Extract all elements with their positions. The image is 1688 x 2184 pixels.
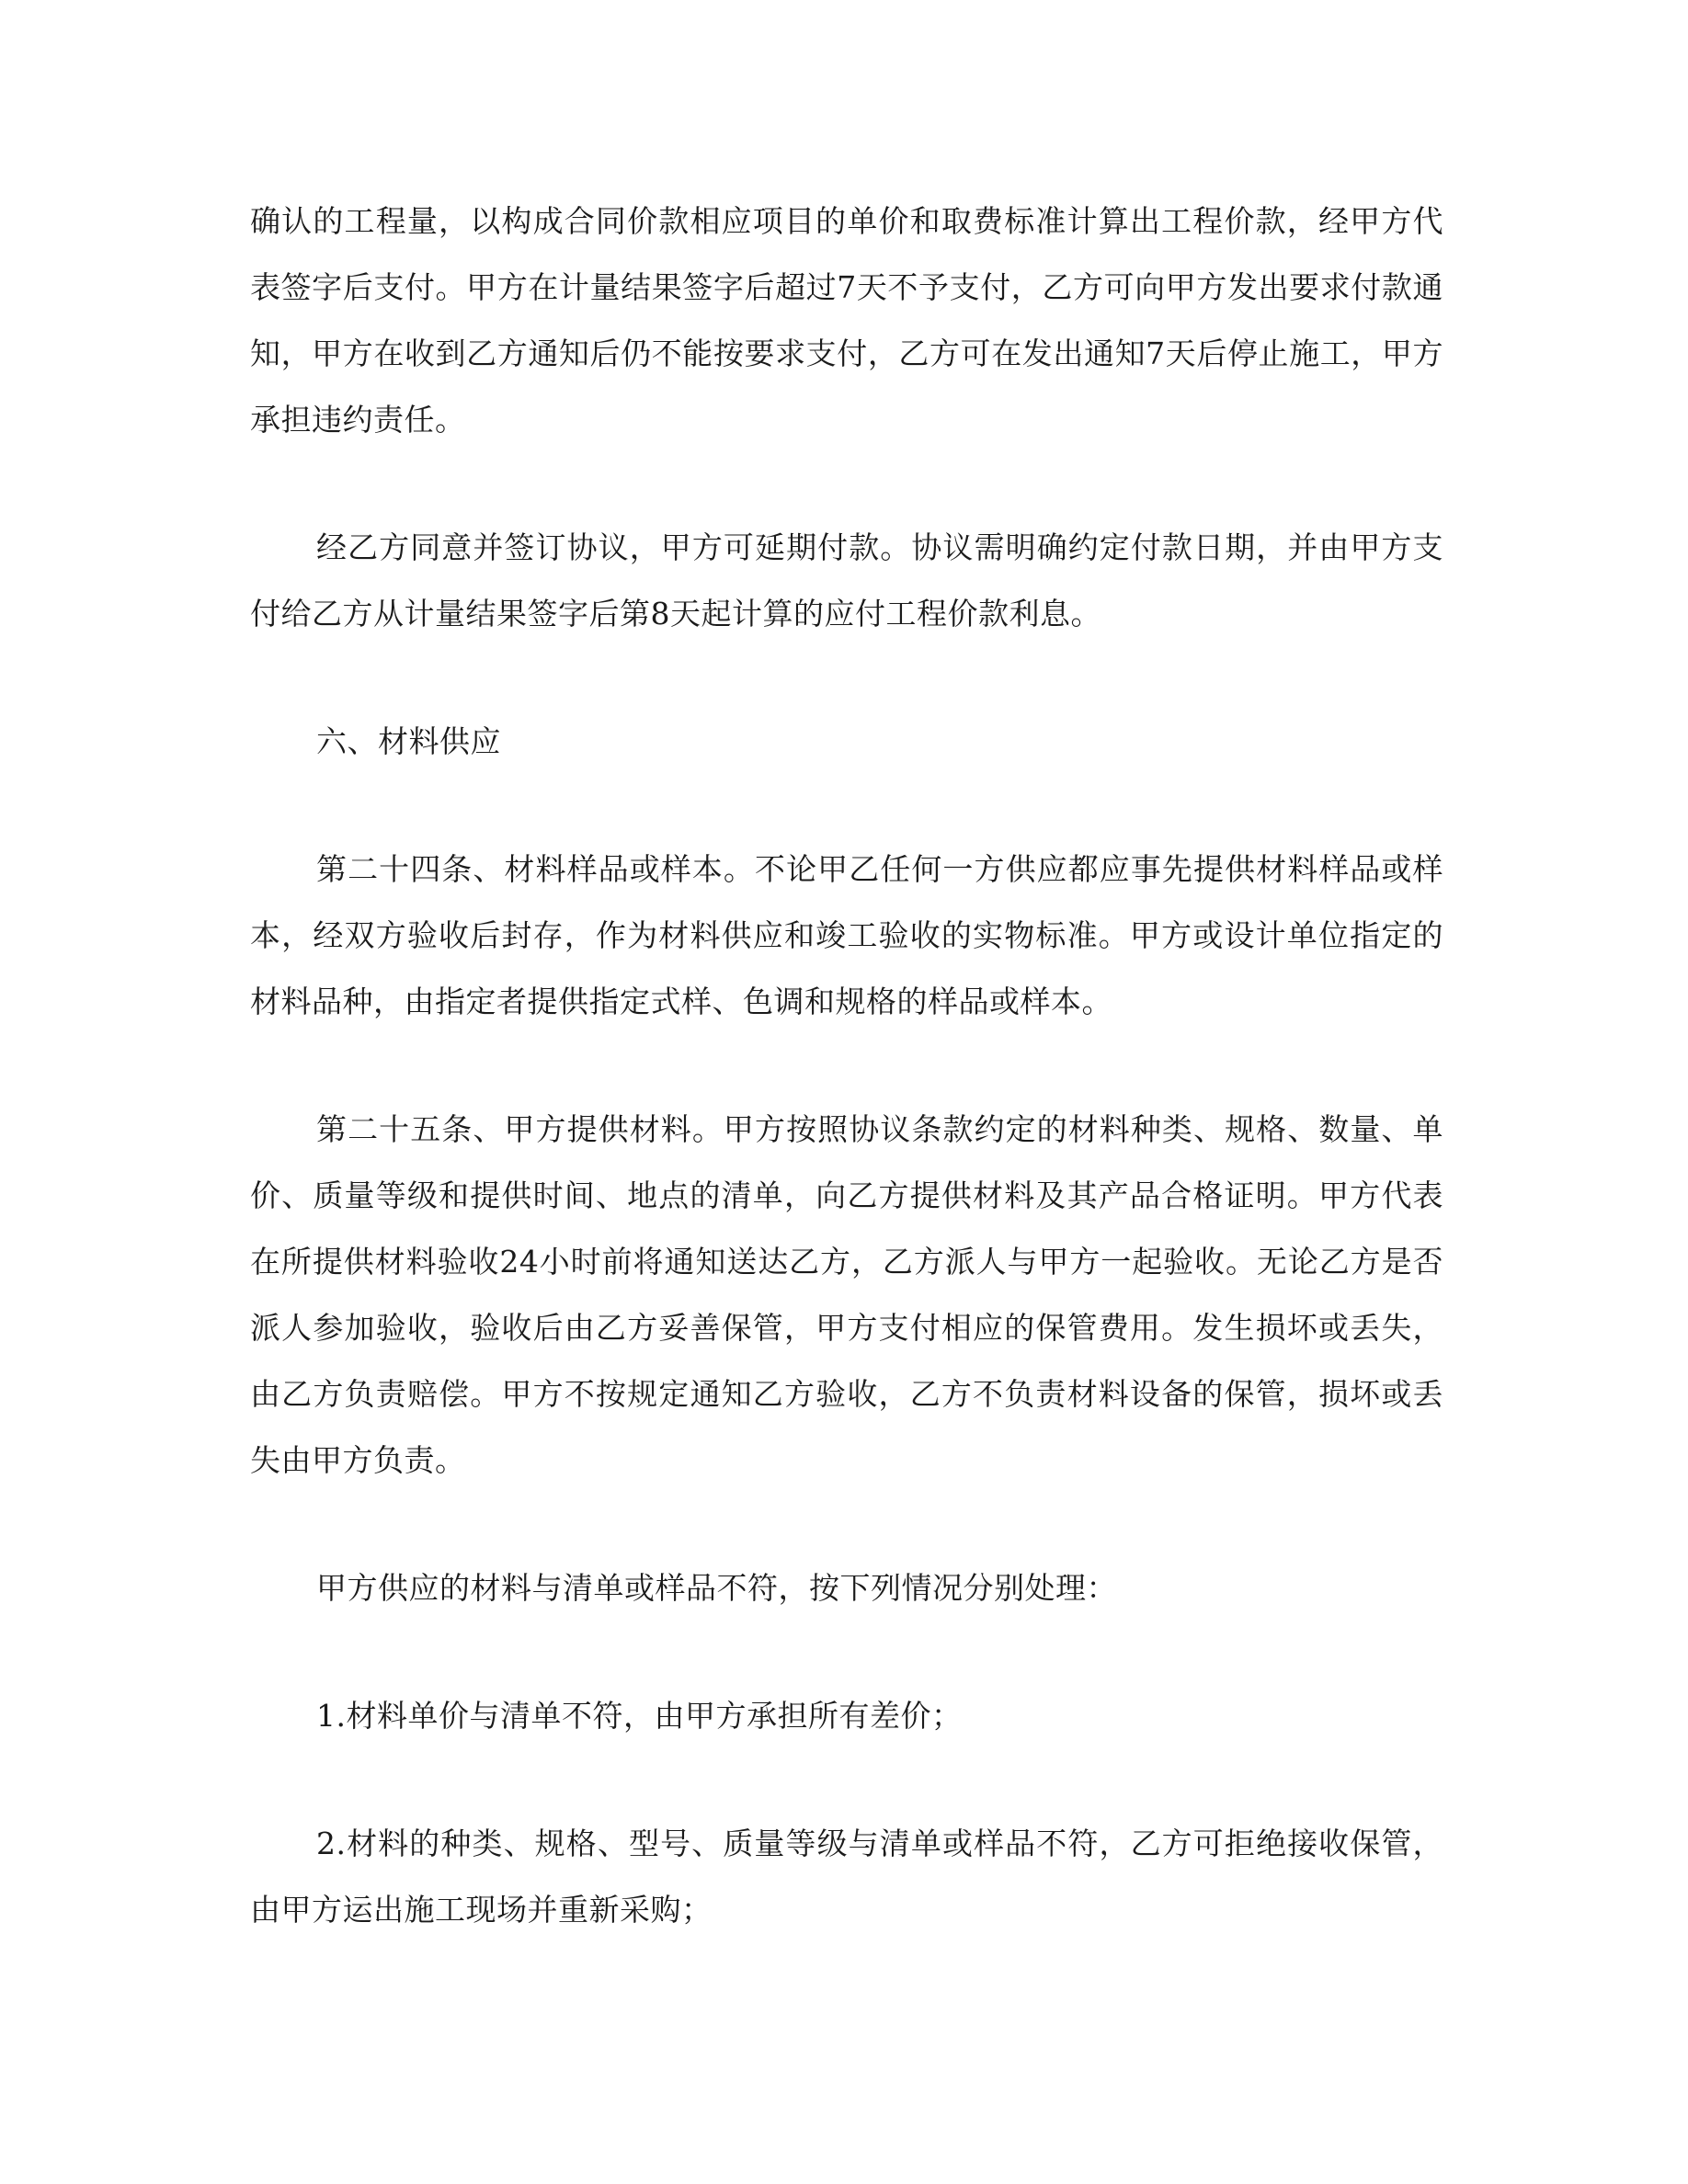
paragraph-deferred-payment: 经乙方同意并签订协议，甲方可延期付款。协议需明确约定付款日期，并由甲方支付给乙方从计量结果签字后第8天起计算的应付工程价款利息。 xyxy=(250,529,1443,631)
document-body xyxy=(250,188,1443,1943)
list-item-2: 2.材料的种类、规格、型号、质量等级与清单或样品不符，乙方可拒绝接收保管，由甲方运出施工现场并重新采购； xyxy=(250,1826,1443,1928)
list-item-1: 1.材料单价与清单不符，由甲方承担所有差价； xyxy=(316,1698,963,1734)
paragraph-article-24: 第二十四条、材料样品或样本。不论甲乙任何一方供应都应事先提供材料样品或样本，经双方验收后封存，作为材料供应和竣工验收的实物标准。甲方或设计单位指定的材料品种，由指定者提供指定式样、色调和规格的样品或样本。 xyxy=(250,851,1443,1019)
section-heading-material-supply: 六、材料供应 xyxy=(316,723,501,759)
paragraph-continuation: 确认的工程量，以构成合同价款相应项目的单价和取费标准计算出工程价款，经甲方代表签字后支付。甲方在计量结果签字后超过7天不予支付，乙方可向甲方发出要求付款通知，甲方在收到乙方通知后仍不能按要求支付，乙方可在发出通知7天后停止施工，甲方承担违约责任。 xyxy=(250,203,1443,438)
paragraph-mismatch-handling: 甲方供应的材料与清单或样品不符，按下列情况分别处理： xyxy=(316,1570,1117,1606)
paragraph-article-25: 第二十五条、甲方提供材料。甲方按照协议条款约定的材料种类、规格、数量、单价、质量等级和提供时间、地点的清单，向乙方提供材料及其产品合格证明。甲方代表在所提供材料验收24小时前将通知送达乙方，乙方派人与甲方一起验收。无论乙方是否派人参加验收，验收后由乙方妥善保管，甲方支付相应的保管费用。发生损坏或丢失，由乙方负责赔偿。甲方不按规定通知乙方验收，乙方不负责材料设备的保管，损坏或丢失由甲方负责。 xyxy=(250,1111,1443,1478)
